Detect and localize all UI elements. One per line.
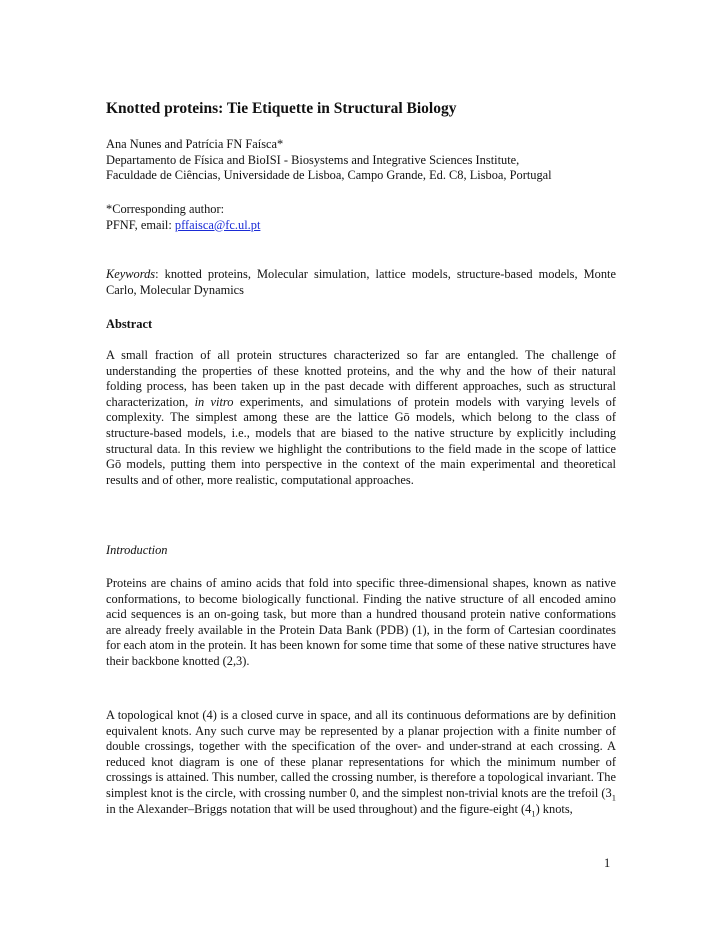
keywords-block xyxy=(106,267,616,298)
corresponding-block xyxy=(106,202,616,233)
keywords-text: : knotted proteins, Molecular simulation, lattice models, structure-based models, Monte Carlo, Molecular Dynamics xyxy=(106,267,616,297)
paper-title: Knotted proteins: Tie Etiquette in Structural Biology xyxy=(106,100,457,117)
page-number: 1 xyxy=(604,856,611,870)
corresponding-label: *Corresponding author: xyxy=(106,202,225,216)
abstract-italic: in vitro xyxy=(194,394,234,409)
intro-p2-part-3: ) knots, xyxy=(535,801,573,816)
affiliation-line-1: Departamento de Física and BioISI - Biosystems and Integrative Sciences Institute, xyxy=(106,152,520,167)
keywords xyxy=(106,267,616,298)
corresponding-prefix: PFNF, email: xyxy=(106,217,175,232)
intro-paragraph-2-block xyxy=(106,708,616,817)
abstract-body-block xyxy=(106,348,616,488)
authors: Ana Nunes and Patrícia FN Faísca* xyxy=(106,137,284,151)
keywords-label: Keywords xyxy=(106,267,156,281)
abstract-part-2: experiments, and simulations of protein models with varying levels of complexity. The simplest among these are the lattice Gō models, which belong to the class of structure-based models, i.e., models that are biased to the native structure by explicitly including structural data. In this review we highlight the contributions to the field made in the scope of lattice Gō models, putting them into perspective in the context of the main experimental and theoretical results and of other, more realistic, computational approaches. xyxy=(106,394,616,487)
intro-p2-part-2: in the Alexander–Briggs notation that will be used throughout) and the figure-eight (4 xyxy=(106,801,532,816)
figure-eight-subscript: 1 xyxy=(531,808,536,819)
introduction-section xyxy=(106,543,616,559)
introduction-heading: Introduction xyxy=(106,543,168,557)
intro-paragraph-1: Proteins are chains of amino acids that fold into specific three-dimensional shapes, known as native conformations, to become biologically functional. Finding the native structure of all encoded amino acid sequences is an on-going task, but more than a hundred thousand protein native conformations are already freely available in the Protein Data Bank (PDB) (1), in the form of Cartesian coordinates for each atom in the protein. It has been known for some time that some of these native structures have their backbone knotted (2,3). xyxy=(106,576,616,668)
abstract-section xyxy=(106,317,616,333)
intro-p2-part-1: A topological knot (4) is a closed curve in space, and all its continuous deformations are by definition equivalent knots. Any such curve may be represented by a planar projection with a finite number of double crossings, together with the specification of the over- and under-strand at each crossing. A reduced knot diagram is one of these planar representations for which the minimum number of crossings is attained. This number, called the crossing number, is therefore a topological invariant. The simplest knot is the circle, with crossing number 0, and the simplest non-trivial knots are the trefoil (3 xyxy=(106,708,616,800)
author-block xyxy=(106,137,616,184)
abstract-heading: Abstract xyxy=(106,317,153,331)
abstract-part-1: A small fraction of all protein structures characterized so far are entangled. The challenge of understanding the properties of these knotted proteins, and the why and the how of their natural folding process, has been taken up in the past decade with different approaches, such as structural characterization, xyxy=(106,348,616,409)
intro-paragraph-2 xyxy=(106,708,616,817)
intro-paragraph-1-block xyxy=(106,576,616,670)
corresponding-line xyxy=(106,218,616,234)
abstract-body xyxy=(106,348,616,488)
affiliation-line-2: Faculdade de Ciências, Universidade de Lisboa, Campo Grande, Ed. C8, Lisboa, Portugal xyxy=(106,168,552,183)
email-link[interactable]: pffaisca@fc.ul.pt xyxy=(174,217,261,232)
trefoil-subscript: 1 xyxy=(611,792,616,803)
